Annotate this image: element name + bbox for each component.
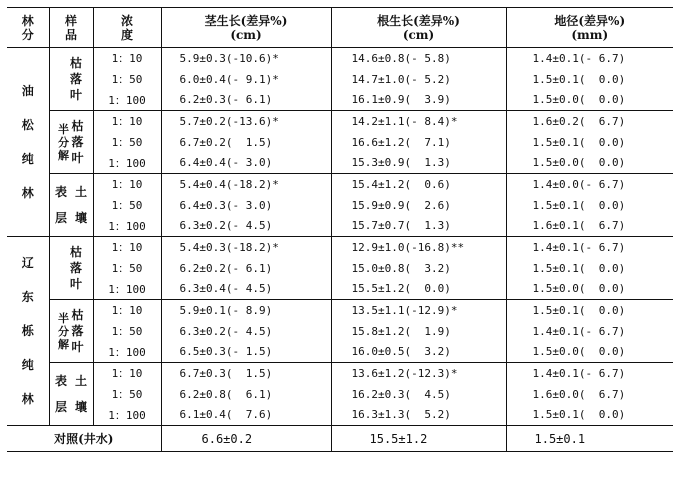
root-cell: 14.2±1.1(- 8.4)*: [331, 111, 506, 132]
sample-side-text: [58, 123, 70, 162]
header-concentration: [93, 8, 161, 48]
sample-main-text-char: 落: [69, 261, 82, 275]
header-root: [331, 8, 506, 48]
table-row: [7, 279, 673, 300]
sample-main-text-char: 叶: [71, 151, 84, 165]
stem-cell: 6.3±0.4(- 4.5): [161, 279, 331, 300]
root-cell: 14.7±1.0(- 5.2): [331, 69, 506, 90]
site-name-text-char: 栎: [21, 324, 34, 338]
root-cell: 15.8±1.2( 1.9): [331, 321, 506, 342]
concentration-cell: 1：100: [93, 342, 161, 363]
stem-cell: 6.1±0.4( 7.6): [161, 405, 331, 426]
diameter-cell: 1.4±0.1(- 6.7): [506, 363, 673, 384]
diameter-cell: 1.6±0.2( 6.7): [506, 111, 673, 132]
table-row: [7, 174, 673, 195]
sample-main-text-char: 叶: [71, 340, 84, 354]
sample-main-text-char: 落: [69, 72, 82, 86]
sample-name-box: [50, 179, 93, 231]
header-sample: [49, 8, 93, 48]
diameter-cell: 1.6±0.1( 6.7): [506, 216, 673, 237]
concentration-cell: 1：10: [111, 367, 143, 381]
root-cell: 16.6±1.2( 7.1): [331, 132, 506, 153]
sample-name-box: [50, 55, 93, 103]
table-row: [7, 195, 673, 216]
stem-cell: 5.7±0.2(-13.6)*: [161, 111, 331, 132]
sample-main-text: [69, 244, 83, 292]
sample-name: [49, 48, 93, 111]
header-conc-char-1: 浓: [120, 13, 133, 28]
root-cell: 13.5±1.1(-12.9)*: [331, 300, 506, 321]
diameter-cell: 1.5±0.1( 0.0): [506, 195, 673, 216]
header-site: [7, 8, 49, 48]
root-cell: 15.4±1.2( 0.6): [331, 174, 506, 195]
diameter-cell: 1.5±0.0( 0.0): [506, 279, 673, 300]
concentration-cell: 1：50: [111, 136, 143, 149]
sample-name: [49, 363, 93, 426]
sample-left-text-char: 表: [54, 374, 67, 388]
sample-side-text-char: 解: [58, 337, 69, 351]
table-row: [7, 48, 673, 69]
stem-cell: 6.3±0.2(- 4.5): [161, 216, 331, 237]
header-stem-unit: (cm): [230, 27, 262, 42]
sample-side-text-char: 半: [58, 122, 69, 136]
concentration-cell: 1：50: [111, 73, 143, 86]
sample-side-text-char: 半: [58, 311, 69, 325]
header-conc-char-2: 度: [120, 27, 133, 42]
root-cell: 15.0±0.8( 3.2): [331, 258, 506, 279]
sample-right-text-char: 土: [74, 374, 87, 388]
header-stem-label: 茎生长(差异%): [204, 13, 288, 28]
stem-cell: 6.5±0.3(- 1.5): [161, 342, 331, 363]
table-body: [7, 48, 673, 426]
root-cell: 14.6±0.8(- 5.8): [331, 48, 506, 69]
site-name-text-char: 东: [21, 290, 34, 304]
sample-side-text-char: 分: [58, 135, 69, 149]
table-row: [7, 90, 673, 111]
sample-main-text: [69, 55, 83, 103]
table-row: [7, 321, 673, 342]
header-diam-label: 地径(差异%): [554, 13, 626, 28]
sample-side-text: [58, 312, 70, 351]
stem-cell: 6.2±0.3(- 6.1): [161, 90, 331, 111]
diameter-cell: 1.4±0.1(- 6.7): [506, 321, 673, 342]
data-table: [7, 7, 673, 452]
diameter-cell: 1.4±0.1(- 6.7): [506, 237, 673, 258]
root-cell: 16.1±0.9( 3.9): [331, 90, 506, 111]
control-diameter: 1.5±0.1: [506, 426, 673, 452]
sample-name-box: [50, 118, 93, 166]
site-name-text-char: 松: [21, 118, 34, 132]
site-name-text-char: 辽: [21, 256, 34, 270]
root-cell: 15.9±0.9( 2.6): [331, 195, 506, 216]
sample-name: [49, 174, 93, 237]
root-cell: 15.5±1.2( 0.0): [331, 279, 506, 300]
concentration-cell: 1：50: [111, 325, 143, 338]
control-row: [7, 426, 673, 452]
stem-cell: 5.9±0.1(- 8.9): [161, 300, 331, 321]
sample-name: [49, 300, 93, 363]
sample-left-text-char: 层: [54, 400, 67, 414]
table-row: [7, 300, 673, 321]
stem-cell: 5.4±0.4(-18.2)*: [161, 174, 331, 195]
stem-cell: 6.2±0.8( 6.1): [161, 384, 331, 405]
sample-main-text-char: 枯: [71, 308, 84, 322]
sample-main-text-char: 枯: [69, 56, 82, 70]
header-sample-char-1: 样: [64, 13, 77, 28]
concentration-cell: 1：10: [111, 241, 143, 255]
concentration-cell: 1：10: [111, 52, 143, 66]
concentration-cell: 1：100: [93, 405, 161, 426]
diameter-cell: 1.5±0.1( 0.0): [506, 300, 673, 321]
control-stem: 6.6±0.2: [161, 426, 331, 452]
concentration-cell: 1：100: [93, 153, 161, 174]
sample-main-text-char: 枯: [71, 119, 84, 133]
table-row: [7, 363, 673, 384]
concentration-cell: 1：100: [93, 279, 161, 300]
diameter-cell: 1.5±0.1( 0.0): [506, 258, 673, 279]
sample-side-text-char: 分: [58, 324, 69, 338]
sample-main-text: [71, 307, 85, 355]
header-diameter: [506, 8, 673, 48]
sample-left-text-char: 表: [54, 185, 67, 199]
table-row: [7, 153, 673, 174]
concentration-cell: 1：100: [93, 90, 161, 111]
sample-main-text-char: 枯: [69, 245, 82, 259]
stem-cell: 5.4±0.3(-18.2)*: [161, 237, 331, 258]
header-row: [7, 8, 673, 48]
diameter-cell: 1.4±0.1(- 6.7): [506, 48, 673, 69]
diameter-cell: 1.5±0.1( 0.0): [506, 405, 673, 426]
header-diam-unit: (mm): [571, 27, 609, 42]
root-cell: 16.3±1.3( 5.2): [331, 405, 506, 426]
root-cell: 15.7±0.7( 1.3): [331, 216, 506, 237]
sample-name: [49, 237, 93, 300]
sample-side-text-char: 解: [58, 148, 69, 162]
table-row: [7, 237, 673, 258]
site-name-text: [21, 246, 35, 416]
concentration-cell: 1：10: [111, 115, 143, 129]
concentration-cell: 1：10: [111, 178, 143, 192]
sample-left-text-char: 层: [54, 211, 67, 225]
control-label: 对照(井水): [7, 426, 161, 452]
stem-cell: 6.7±0.2( 1.5): [161, 132, 331, 153]
sample-name-box: [50, 244, 93, 292]
sample-main-text-char: 落: [71, 324, 84, 338]
site-name: [7, 48, 49, 237]
stem-cell: 5.9±0.3(-10.6)*: [161, 48, 331, 69]
root-cell: 13.6±1.2(-12.3)*: [331, 363, 506, 384]
header-site-char-1: 林: [21, 13, 34, 28]
sample-right-text-char: 土: [74, 185, 87, 199]
concentration-cell: 1：10: [111, 304, 143, 318]
stem-cell: 6.4±0.3(- 3.0): [161, 195, 331, 216]
sample-main-text-char: 叶: [69, 88, 82, 102]
site-name-text-char: 油: [21, 84, 34, 98]
table-row: [7, 132, 673, 153]
stem-cell: 6.0±0.4(- 9.1)*: [161, 69, 331, 90]
header-sample-char-2: 品: [64, 27, 77, 42]
diameter-cell: 1.5±0.1( 0.0): [506, 69, 673, 90]
stem-cell: 6.4±0.4(- 3.0): [161, 153, 331, 174]
site-name-text-char: 林: [21, 186, 34, 200]
root-cell: 12.9±1.0(-16.8)**: [331, 237, 506, 258]
diameter-cell: 1.5±0.0( 0.0): [506, 153, 673, 174]
concentration-cell: 1：50: [111, 199, 143, 212]
diameter-cell: 1.5±0.0( 0.0): [506, 342, 673, 363]
concentration-cell: 1：50: [111, 262, 143, 275]
root-cell: 15.3±0.9( 1.3): [331, 153, 506, 174]
sample-main-text: [71, 118, 85, 166]
table-row: [7, 258, 673, 279]
site-name-text-char: 纯: [21, 358, 34, 372]
stem-cell: 6.3±0.2(- 4.5): [161, 321, 331, 342]
diameter-cell: 1.6±0.0( 6.7): [506, 384, 673, 405]
table-row: [7, 69, 673, 90]
header-root-label: 根生长(差异%): [377, 13, 460, 28]
table-row: [7, 342, 673, 363]
sample-right-text: [74, 179, 88, 231]
sample-left-text: [54, 368, 68, 420]
diameter-cell: 1.5±0.1( 0.0): [506, 132, 673, 153]
sample-right-text-char: 壤: [74, 211, 87, 225]
sample-right-text: [74, 368, 88, 420]
sample-name-box: [50, 307, 93, 355]
sample-main-text-char: 叶: [69, 277, 82, 291]
table-row: [7, 384, 673, 405]
sample-name-box: [50, 368, 93, 420]
stem-cell: 6.7±0.3( 1.5): [161, 363, 331, 384]
site-name: [7, 237, 49, 426]
site-name-text-char: 纯: [21, 152, 34, 166]
table-row: [7, 111, 673, 132]
site-name-text: [21, 74, 35, 210]
header-root-unit: (cm): [402, 27, 435, 42]
sample-right-text-char: 壤: [74, 400, 87, 414]
header-site-char-2: 分: [21, 27, 34, 42]
concentration-cell: 1：50: [111, 388, 143, 401]
diameter-cell: 1.5±0.0( 0.0): [506, 90, 673, 111]
sample-name: [49, 111, 93, 174]
diameter-cell: 1.4±0.0(- 6.7): [506, 174, 673, 195]
control-root: 15.5±1.2: [331, 426, 506, 452]
table-row: [7, 216, 673, 237]
site-name-text-char: 林: [21, 392, 34, 406]
header-stem: [161, 8, 331, 48]
root-cell: 16.0±0.5( 3.2): [331, 342, 506, 363]
root-cell: 16.2±0.3( 4.5): [331, 384, 506, 405]
concentration-cell: 1：100: [93, 216, 161, 237]
table-row: [7, 405, 673, 426]
sample-main-text-char: 落: [71, 135, 84, 149]
sample-left-text: [54, 179, 68, 231]
stem-cell: 6.2±0.2(- 6.1): [161, 258, 331, 279]
